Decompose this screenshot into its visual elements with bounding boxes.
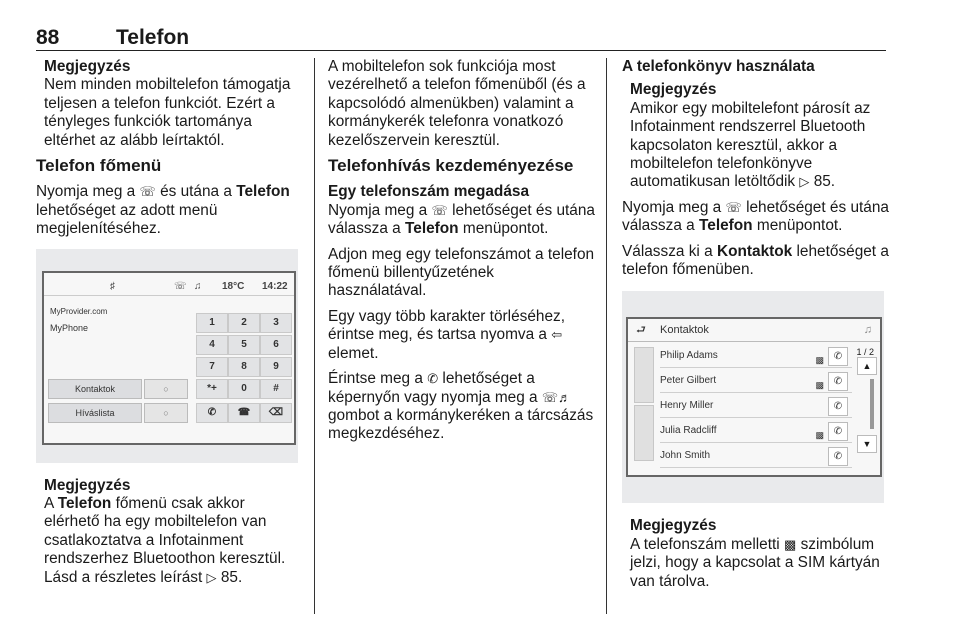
mute-icon[interactable]: ○ xyxy=(144,379,188,399)
phone-icon: ☏ xyxy=(431,202,448,218)
call-icon[interactable]: ✆ xyxy=(828,422,848,441)
call-icon[interactable]: ✆ xyxy=(828,347,848,366)
section-heading: Telefon főmenü xyxy=(36,156,162,176)
phone-icon: ☏ xyxy=(174,280,187,292)
key-2[interactable]: 2 xyxy=(228,313,260,333)
backspace-icon[interactable]: ⌫ xyxy=(260,403,292,423)
page-reference-icon: ▷ xyxy=(206,569,217,585)
page-number: 88 xyxy=(36,26,60,49)
paragraph: A mobiltelefon sok funkciója most vezérelhető a telefon főmenüből (és a kapcsolódó almenükben) valamint a kormánykerék telefonra vonatkozó kezelőszervein keresztül. xyxy=(328,58,586,149)
hang-up-icon[interactable]: ☎ xyxy=(228,403,260,423)
scrollbar[interactable] xyxy=(870,379,874,429)
column-1 xyxy=(36,58,298,594)
search-icon[interactable] xyxy=(634,405,654,461)
contact-name: Peter Gilbert xyxy=(660,375,717,387)
note-text: A telefonszám melletti ▩ szimbólum jelzi, hogy a kapcsolat a SIM kártyán van tárolva. xyxy=(630,535,880,590)
key-7[interactable]: 7 xyxy=(196,357,228,377)
key-5[interactable]: 5 xyxy=(228,335,260,355)
page-header xyxy=(36,22,886,51)
note-title: Megjegyzés xyxy=(630,81,717,99)
temperature: 18°C xyxy=(222,280,245,292)
section-heading: Telefonhívás kezdeményezése xyxy=(328,156,574,176)
key-0[interactable]: 0 xyxy=(228,379,260,399)
contacts-screenshot xyxy=(622,291,884,503)
backspace-icon: ⇦ xyxy=(551,327,563,343)
note-text: A Telefon főmenü csak akkor elérhető ha egy mobiltelefon van csatlakoztatva a Infotainment rendszerhez Bluetoothon keresztül. Lásd a részletes leírást ▷ 85. xyxy=(44,495,286,586)
title-bar xyxy=(628,319,880,342)
phone-menu-screenshot xyxy=(36,249,298,463)
paragraph: Nyomja meg a ☏ és utána a Telefon lehetőséget az adott menü megjelenítéséhez. xyxy=(36,183,290,238)
paragraph: Nyomja meg a ☏ lehetőséget és utána válassza a Telefon menüpontot. xyxy=(622,198,889,235)
sim-card-icon: ▩ xyxy=(783,536,797,552)
note-title: Megjegyzés xyxy=(44,58,131,75)
note-box xyxy=(36,477,298,587)
speaker-icon[interactable]: ○ xyxy=(144,403,188,423)
contact-name: Julia Radcliff xyxy=(660,425,717,437)
key-star[interactable]: *+ xyxy=(196,379,228,399)
paragraph: Érintse meg a ✆ lehetőséget a képernyőn vagy nyomja meg a ☏♬ gombot a kormánykeréken a tárcsázás megkezdéséhez. xyxy=(328,370,594,443)
note-box xyxy=(36,58,298,150)
contact-row[interactable] xyxy=(660,420,852,443)
note-box xyxy=(622,517,892,591)
key-1[interactable]: 1 xyxy=(196,313,228,333)
column-2 xyxy=(328,58,596,451)
contacts-screen xyxy=(626,317,882,477)
phone-name: MyPhone xyxy=(50,322,89,333)
contact-row[interactable] xyxy=(660,445,852,468)
contact-row[interactable] xyxy=(660,370,852,393)
column-divider xyxy=(606,58,607,614)
back-icon[interactable]: ⮐ xyxy=(636,324,646,337)
note-box xyxy=(622,81,892,191)
call-icon: ✆ xyxy=(427,371,439,387)
key-3[interactable]: 3 xyxy=(260,313,292,333)
music-icon: ♫ xyxy=(194,280,202,292)
page-reference-icon: ▷ xyxy=(799,174,810,190)
paragraph: Válassza ki a Kontaktok lehetőséget a telefon főmenüben. xyxy=(622,242,889,279)
key-4[interactable]: 4 xyxy=(196,335,228,355)
sim-card-icon: ▩ xyxy=(815,430,824,441)
contact-name: Philip Adams xyxy=(660,350,718,362)
contacts-button[interactable]: Kontaktok xyxy=(48,379,142,399)
bluetooth-icon: ♯ xyxy=(110,280,115,292)
screen-title: Kontaktok xyxy=(660,324,709,337)
contact-row[interactable] xyxy=(660,345,852,368)
page-title: Telefon xyxy=(116,26,190,49)
subheading: A telefonkönyv használata xyxy=(622,58,815,75)
contacts-tab-icon[interactable] xyxy=(634,347,654,403)
status-bar xyxy=(44,273,294,296)
key-8[interactable]: 8 xyxy=(228,357,260,377)
sim-card-icon: ▩ xyxy=(815,380,824,391)
phone-main-screen xyxy=(42,271,296,445)
contact-name: John Smith xyxy=(660,450,711,462)
contact-row[interactable] xyxy=(660,395,852,418)
contact-name: Henry Miller xyxy=(660,400,714,412)
phone-icon: ☏ xyxy=(139,184,156,200)
clock: 14:22 xyxy=(262,280,288,292)
note-title: Megjegyzés xyxy=(44,476,131,494)
phone-icon: ☏ xyxy=(725,199,742,215)
key-9[interactable]: 9 xyxy=(260,357,292,377)
sim-card-icon: ▩ xyxy=(815,355,824,366)
scroll-up-icon[interactable]: ▲ xyxy=(857,357,877,375)
call-list-button[interactable]: Híváslista xyxy=(48,403,142,423)
column-divider xyxy=(314,58,315,614)
dial-icon[interactable]: ✆ xyxy=(196,403,228,423)
page-indicator: 1 / 2 xyxy=(856,347,874,358)
column-3 xyxy=(622,58,892,598)
call-icon[interactable]: ✆ xyxy=(828,372,848,391)
provider-name: MyProvider.com xyxy=(50,306,108,316)
steering-phone-icon: ☏♬ xyxy=(541,389,572,405)
paragraph: Adjon meg egy telefonszámot a telefon főmenü billentyűzetének használatával. xyxy=(328,245,595,300)
key-hash[interactable]: # xyxy=(260,379,292,399)
note-text: Amikor egy mobiltelefont párosít az Infotainment rendszerrel Bluetooth kapcsolaton keresztül, akkor a mobiltelefon telefonkönyve automatikusan letöltődik ▷ 85. xyxy=(630,99,871,191)
music-icon: ♫ xyxy=(863,324,872,337)
call-icon[interactable]: ✆ xyxy=(828,447,848,466)
key-6[interactable]: 6 xyxy=(260,335,292,355)
subheading: Egy telefonszám megadása xyxy=(328,183,530,201)
note-text: Nem minden mobiltelefon támogatja teljesen a telefon funkciót. Ezért a tényleges funkciók tartománya eltérhet az alább leírtaktól. xyxy=(44,76,291,149)
scroll-down-icon[interactable]: ▼ xyxy=(857,435,877,453)
call-icon[interactable]: ✆ xyxy=(828,397,848,416)
paragraph: Nyomja meg a ☏ lehetőséget és utána válassza a Telefon menüpontot. xyxy=(328,201,595,238)
paragraph: Egy vagy több karakter törléséhez, érintse meg, és tartsa nyomva a ⇦ elemet. xyxy=(328,307,565,362)
note-title: Megjegyzés xyxy=(630,517,717,535)
